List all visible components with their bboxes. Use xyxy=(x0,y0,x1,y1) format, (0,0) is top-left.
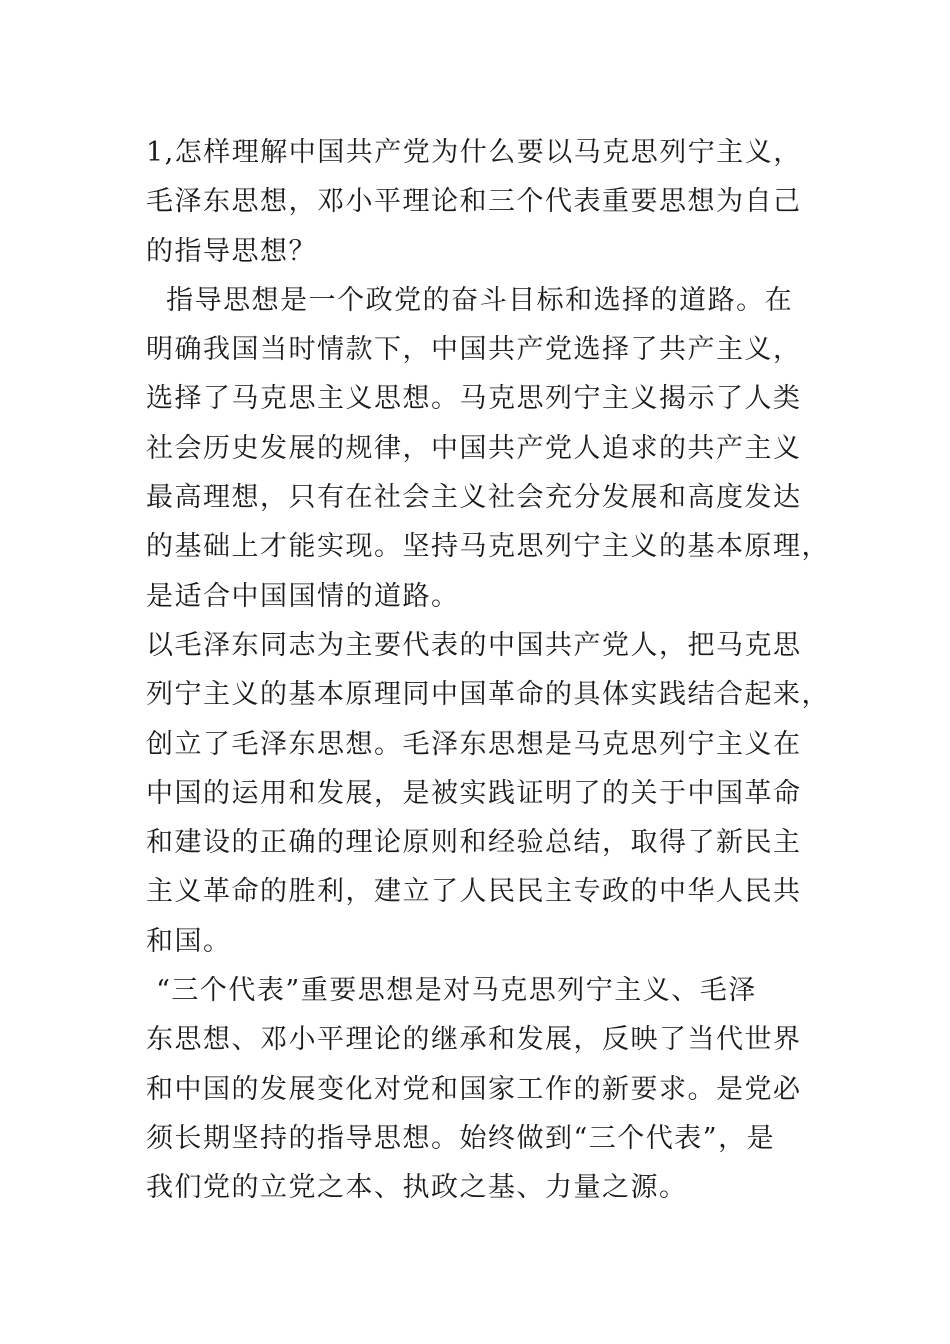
paragraph-1-line-1: 指导思想是一个政党的奋斗目标和选择的道路。在 xyxy=(146,284,794,316)
paragraph-1-line-3: 选择了马克思主义思想。马克思列宁主义揭示了人类 xyxy=(146,383,802,415)
document-body xyxy=(146,128,830,1213)
paragraph-3-line-4: 须长期坚持的指导思想。始终做到“三个代表”，是 xyxy=(146,1122,776,1154)
paragraph-3-line-3: 和中国的发展变化对党和国家工作的新要求。是党必 xyxy=(146,1073,802,1105)
paragraph-3-line-2: 东思想、邓小平理论的继承和发展，反映了当代世界 xyxy=(146,1024,802,1056)
paragraph-2-line-1: 以毛泽东同志为主要代表的中国共产党人，把马克思 xyxy=(146,629,802,661)
question-line-3: 的指导思想？ xyxy=(146,235,317,267)
paragraph-1-line-6: 的基础上才能实现。坚持马克思列宁主义的基本原理， xyxy=(146,531,830,563)
paragraph-2-line-7: 和国。 xyxy=(146,925,232,957)
paragraph-1-line-2: 明确我国当时情款下，中国共产党选择了共产主义， xyxy=(146,334,802,366)
paragraph-3-line-1: “三个代表”重要思想是对马克思列宁主义、毛泽 xyxy=(146,975,757,1007)
paragraph-1-line-4: 社会历史发展的规律，中国共产党人追求的共产主义 xyxy=(146,432,802,464)
paragraph-2-line-4: 中国的运用和发展，是被实践证明了的关于中国革命 xyxy=(146,777,802,809)
paragraph-1-line-7: 是适合中国国情的道路。 xyxy=(146,580,460,612)
paragraph-2-line-5: 和建设的正确的理论原则和经验总结，取得了新民主 xyxy=(146,827,802,859)
paragraph-1-line-5: 最高理想，只有在社会主义社会充分发展和高度发达 xyxy=(146,482,802,514)
question-line-1: 1,怎样理解中国共产党为什么要以马克思列宁主义， xyxy=(146,137,802,168)
question-line-2: 毛泽东思想，邓小平理论和三个代表重要思想为自己 xyxy=(146,186,802,218)
paragraph-2-line-6: 主义革命的胜利，建立了人民民主专政的中华人民共 xyxy=(146,876,802,908)
paragraph-2-line-3: 创立了毛泽东思想。毛泽东思想是马克思列宁主义在 xyxy=(146,728,802,760)
paragraph-2-line-2: 列宁主义的基本原理同中国革命的具体实践结合起来， xyxy=(146,679,830,711)
paragraph-3-line-5: 我们党的立党之本、执政之基、力量之源。 xyxy=(146,1172,688,1204)
